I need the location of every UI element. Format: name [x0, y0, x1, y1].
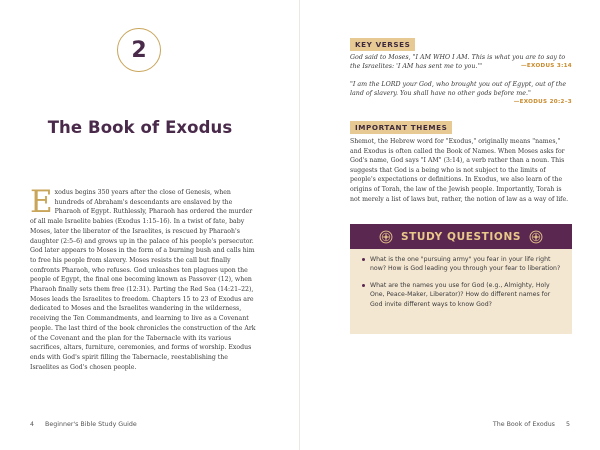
study-question — [362, 255, 562, 274]
important-themes-label: IMPORTANT THEMES — [350, 121, 452, 134]
bullet-icon — [362, 284, 365, 287]
chapter-body — [30, 184, 258, 372]
chapter-body-text: xodus begins 350 years after the close of Genesis, when hundreds of Abraham's descendants are enslaved by the Pharaoh of Egypt. Ruthlessly, Pharaoh has ordered the murder of all male Israelite babies (Exodus 1:15–16). In a twist of fate, baby Moses, later the liberator of the Israelites, is rescued by Pharaoh's daughter (2:5–6) and grows up in the palace of his people's persecutor. God later appears to Moses in the form of a burning bush and calls him to free his people from slavery. Moses resists the call but finally confronts Pharaoh, who refuses. God unleashes ten plagues upon the people of Egypt, the final one becoming known as Passover (12), when Pharaoh finally sets them free (12:31). Parting the Red Sea (14:21–22), Moses leads the Israelites to freedom. Chapters 15 to 23 of Exodus are dedicated to Moses and the Israelites wandering in the wilderness, receiving the Ten Commandments, and learning to live as a Covenant people. The last third of the book chronicles the construction of the Ark of the Covenant and the plan for the Tabernacle with its various sacrifices, altars, furniture, ceremonies, and forms of worship. Exodus ends with God's spirit filling the Tabernacle, reestablishing the Israelites as God's chosen people. — [30, 189, 256, 371]
key-verse-1-text: God said to Moses, "I AM WHO I AM. This is what you are to say to the Israelites: 'I AM has sent me to you.'" — [350, 54, 566, 71]
study-questions-header — [350, 224, 572, 249]
key-verse-1-reference: —EXODUS 3:14 — [521, 63, 572, 70]
important-themes-text: Shemot, the Hebrew word for "Exodus," originally means "names," and Exodus is often called the Book of Names. When Moses asks for God's name, God says "I AM" (3:14), a verb rather than a noun. This suggests that God is a being who is not subject to the limits of people's expectations or definitions. In Exodus, we also learn of the origins of Torah, the law of the Jewish people. Importantly, Torah is not merely a list of laws but, rather, the notion of law as a way of life. — [350, 138, 569, 203]
study-question-text: What are the names you use for God (e.g., Almighty, Holy One, Peace-Maker, Liberator)? How do different names for God invite different ways to know God? — [370, 281, 551, 308]
key-verse-1 — [350, 53, 572, 71]
study-question — [362, 281, 562, 309]
chapter-number: 2 — [131, 37, 147, 63]
study-questions-list — [350, 249, 572, 309]
study-questions-title: STUDY QUESTIONS — [401, 230, 521, 243]
chapter-number-badge — [117, 28, 161, 72]
key-verse-2-text: "I am the LORD your God, who brought you out of Egypt, out of the land of slavery. You shall have no other gods before me." — [350, 81, 567, 98]
left-page-number: 4 — [30, 421, 35, 428]
right-footer — [493, 421, 570, 428]
key-verses-label: KEY VERSES — [350, 38, 415, 51]
study-question-text: What is the one "pursuing army" you fear in your life right now? How is God leading you through your fear to liberation? — [370, 256, 561, 273]
compass-ornament-icon — [379, 230, 393, 244]
bullet-icon — [362, 258, 365, 261]
key-verse-2 — [350, 80, 572, 108]
right-page-number: 5 — [565, 421, 570, 428]
key-verse-2-reference: —EXODUS 20:2–3 — [513, 99, 572, 106]
drop-cap: E — [30, 184, 53, 220]
compass-ornament-icon — [529, 230, 543, 244]
right-running-title: The Book of Exodus — [492, 421, 555, 428]
left-running-title: Beginner's Bible Study Guide — [45, 421, 137, 428]
chapter-title: The Book of Exodus — [47, 118, 233, 137]
study-questions-box — [350, 224, 572, 334]
left-footer — [30, 421, 137, 428]
right-page — [300, 0, 600, 450]
